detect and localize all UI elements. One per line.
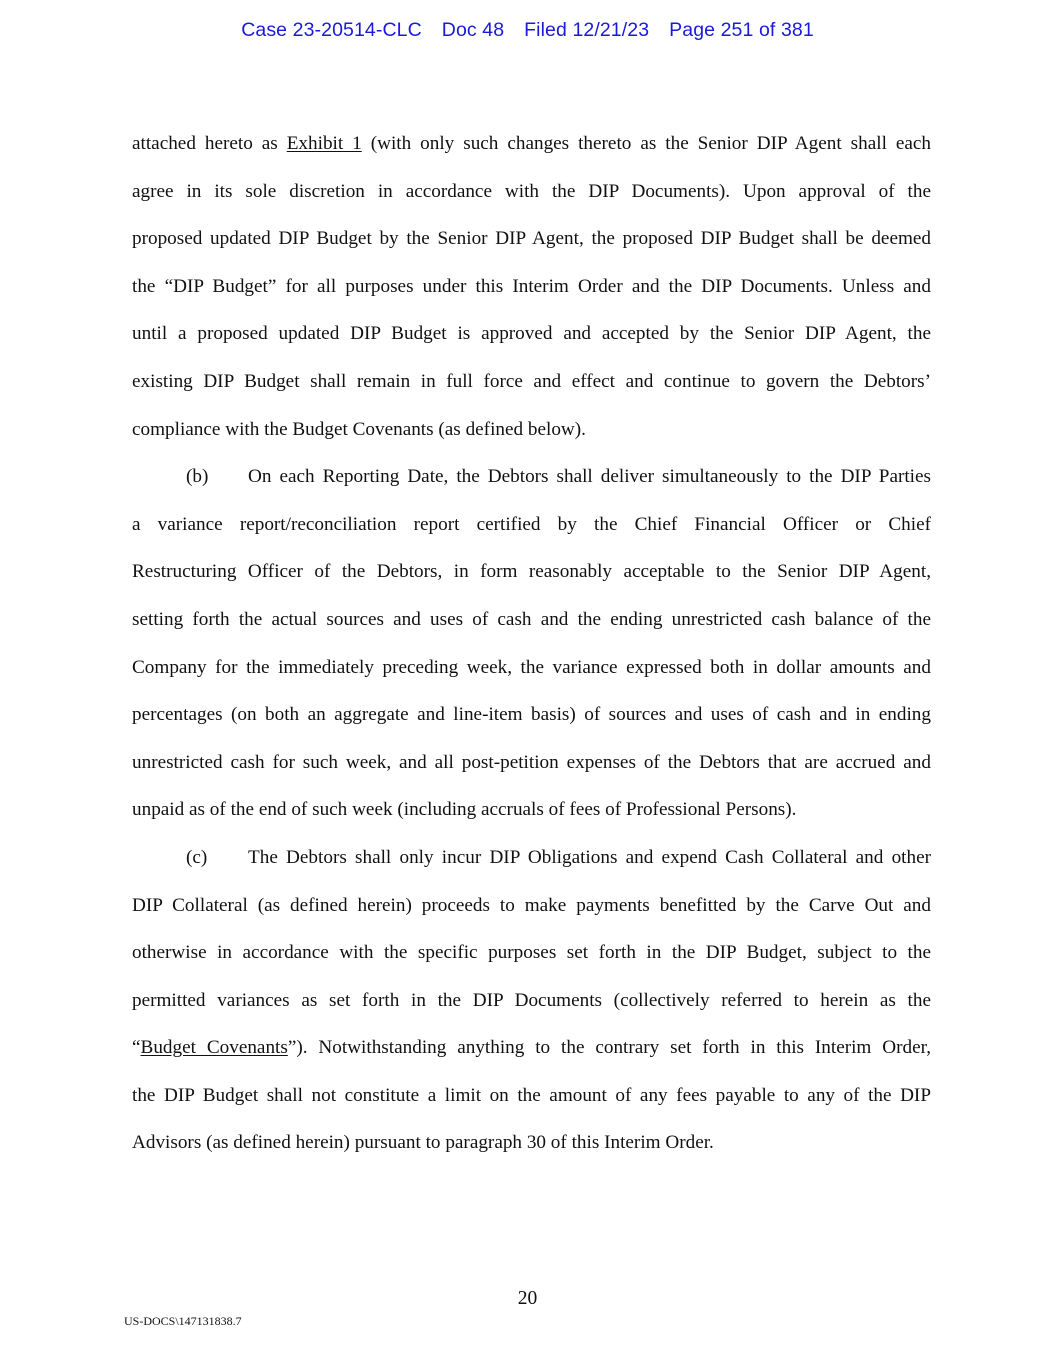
paragraph-c: [132, 834, 931, 1167]
text-line: unrestricted cash for such week, and all post-petition expenses of the Debtors that are accrued and: [132, 751, 931, 773]
paragraph-label: (c): [186, 846, 208, 868]
text-line: proposed updated DIP Budget by the Senior DIP Agent, the proposed DIP Budget shall be deemed: [132, 228, 931, 250]
document-id: US-DOCS\147131838.7: [124, 1314, 242, 1328]
text-line: compliance with the Budget Covenants (as defined below).: [132, 418, 586, 440]
exhibit-1-reference: Exhibit 1: [286, 133, 362, 154]
text-line: (c) The Debtors shall only incur DIP Obligations and expend Cash Collateral and other: [132, 834, 931, 882]
text-line: Advisors (as defined herein) pursuant to paragraph 30 of this Interim Order.: [132, 1132, 714, 1154]
text-line: DIP Collateral (as defined herein) proceeds to make payments benefitted by the Carve Out and: [132, 894, 931, 916]
text-line: unpaid as of the end of such week (including accruals of fees of Professional Persons).: [132, 799, 797, 821]
case-number: Case 23-20514-CLC: [241, 19, 422, 41]
text-line: the DIP Budget shall not constitute a limit on the amount of any fees payable to any of the DIP: [132, 1084, 931, 1106]
filing-header: [0, 19, 1055, 42]
text-line: permitted variances as set forth in the DIP Documents (collectively referred to herein as the: [132, 989, 931, 1011]
text-line: setting forth the actual sources and uses of cash and the ending unrestricted cash balance of the: [132, 608, 931, 630]
text-line: until a proposed updated DIP Budget is approved and accepted by the Senior DIP Agent, the: [132, 323, 931, 345]
document-body: [132, 120, 931, 1167]
text-line: otherwise in accordance with the specific purposes set forth in the DIP Budget, subject to the: [132, 942, 931, 964]
text-line: agree in its sole discretion in accordance with the DIP Documents). Upon approval of the: [132, 180, 931, 202]
text-line: (b) On each Reporting Date, the Debtors shall deliver simultaneously to the DIP Parties: [132, 453, 931, 501]
page-count: Page 251 of 381: [669, 19, 814, 41]
text-line: attached hereto as Exhibit 1 (with only such changes thereto as the Senior DIP Agent shall each: [132, 133, 931, 154]
budget-covenants-term: Budget Covenants: [140, 1037, 288, 1059]
text-line: existing DIP Budget shall remain in full force and effect and continue to govern the Debtors’: [132, 370, 931, 392]
page-number: 20: [517, 1288, 538, 1309]
paragraph-label: (b): [186, 466, 209, 488]
paragraph-a-continued: [132, 120, 931, 453]
text-line: Restructuring Officer of the Debtors, in form reasonably acceptable to the Senior DIP Agent,: [132, 561, 931, 583]
text-line: Company for the immediately preceding week, the variance expressed both in dollar amounts and: [132, 656, 931, 678]
paragraph-b: [132, 453, 931, 834]
text-line: “Budget Covenants”). Notwithstanding anything to the contrary set forth in this Interim Order,: [132, 1037, 932, 1059]
text-line: a variance report/reconciliation report certified by the Chief Financial Officer or Chief: [132, 513, 931, 535]
text-line: the “DIP Budget” for all purposes under this Interim Order and the DIP Documents. Unless and: [132, 275, 931, 297]
doc-number: Doc 48: [441, 19, 505, 41]
filed-date: Filed 12/21/23: [524, 19, 650, 41]
text-line: percentages (on both an aggregate and line-item basis) of sources and uses of cash and in ending: [132, 704, 931, 726]
